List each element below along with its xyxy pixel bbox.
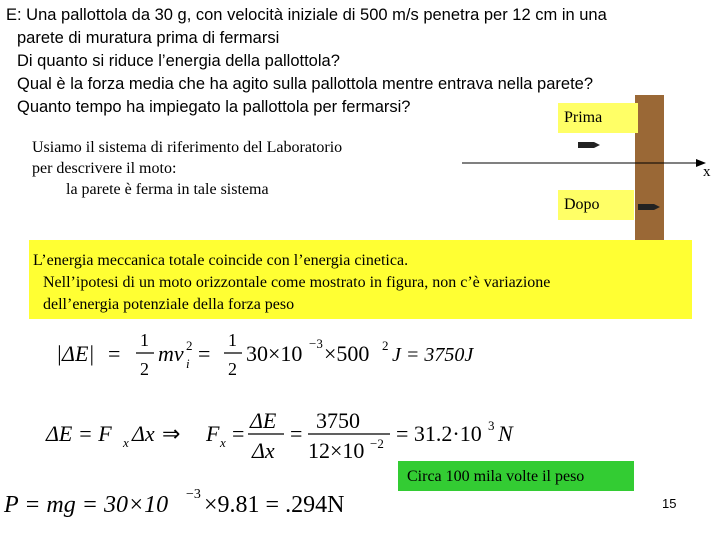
svg-text:i: i [186,356,190,371]
force-lhs: F [206,421,220,446]
svg-text:=: = [198,341,211,366]
problem-line-5: Quanto tempo ha impiegato la pallottola per fermarsi? [17,98,411,116]
force-equation [46,404,516,468]
svg-text:1: 1 [228,330,237,350]
problem-line-2: parete di muratura prima di fermarsi [17,29,280,47]
weight-exp: −3 [186,487,201,502]
implies-symbol: ⇒ [162,421,181,446]
svg-text:=: = [108,341,121,366]
weight-note-box: Circa 100 mila volte il peso [398,461,634,491]
energy-note-line-2: Nell’ipotesi di un moto orizzontale come mostrato in figura, non c’è variazione [43,274,551,291]
svg-text:mv: mv [158,341,184,366]
intro-line-1: Usiamo il sistema di riferimento del Laboratorio [32,139,343,156]
force-result: = 31.2·10 [396,421,482,446]
energy-note-box [29,240,692,319]
svg-text:2: 2 [382,338,389,353]
problem-line-3: Di quanto si riduce l’energia della pallottola? [17,52,340,70]
energy-factor: 30×10 [246,341,303,366]
energy-equation [56,326,474,382]
energy-speed: ×500 [324,341,370,366]
force-num-1: ΔE [250,408,277,433]
weight-lhs: P = mg = 30×10 [4,492,169,518]
force-den-2-exp: −2 [370,436,384,451]
force-result-exp: 3 [488,418,495,433]
work-equation: ΔE = F [46,421,112,446]
force-den-1: Δx [252,438,275,463]
energy-exp: −3 [309,336,323,351]
force-sub: x [220,435,226,450]
svg-text:2: 2 [228,359,237,379]
bullet-after-icon [638,204,660,210]
energy-result: J = 3750J [392,344,474,366]
svg-text:=: = [232,421,245,446]
intro-line-3: la parete è ferma in tale sistema [66,181,269,198]
svg-text:1: 1 [140,330,149,350]
dopo-label: Dopo [558,190,634,220]
intro-line-2: per descrivere il moto: [32,160,177,177]
energy-note-line-3: dell’energia potenziale della forza peso [43,296,295,313]
force-unit: N [498,421,513,446]
problem-line-4: Qual è la forza media che ha agito sulla pallottola mentre entrava nella parete? [17,75,594,93]
svg-text:2: 2 [140,359,149,379]
problem-line-1: E: Una pallottola da 30 g, con velocità iniziale di 500 m/s penetra per 12 cm in una [6,6,607,24]
energy-note-line-1: L’energia meccanica totale coincide con l’energia cinetica. [33,252,409,269]
svg-text:=: = [290,421,303,446]
weight-tail: ×9.81 = .294N [204,492,345,518]
force-num-2: 3750 [316,408,360,433]
svg-text:2: 2 [186,338,193,353]
weight-equation [4,484,374,524]
work-sub: x [123,435,129,450]
page-number: 15 [662,496,677,511]
bullet-before-icon [578,142,600,148]
work-tail: Δx [132,421,155,446]
force-den-2: 12×10 [308,438,365,463]
x-axis-label: x [703,164,711,180]
prima-label: Prima [558,103,638,133]
energy-lhs: |ΔE| [56,341,95,366]
